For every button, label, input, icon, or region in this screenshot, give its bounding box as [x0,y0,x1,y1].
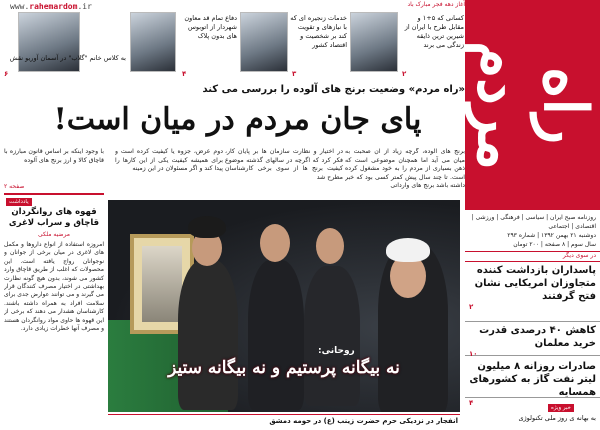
teaser-text: به کلاس خانم "گلاب" در آسمان آوریو نقش [9,54,126,62]
teaser-page-number: ۴ [182,70,187,78]
teaser-photo [240,12,288,72]
teaser-story[interactable] [130,12,238,80]
teaser-page-number: ۳ [292,70,297,78]
briefs-header: در سوی دیگر [465,252,600,262]
teaser-story[interactable] [350,12,465,80]
headline-kicker: «راه مردم» وضعیت برنج های آلوده را بررسی می کند [202,84,465,95]
teaser-text: کسانی که ۵+۱ و مقابل طرح با ایران از شیرین ترین ذایقه زندگی می برند [404,14,464,49]
url-prefix: www. [10,2,30,11]
continue-label: صفحه ۲ [4,183,25,190]
url-suffix: .ir [77,2,92,11]
person-figure [304,266,360,406]
teaser-photo [18,12,80,72]
strip-note: آغاز دهه فجر مبارک باد [407,1,465,8]
article-column: دوم عرض، جزوه یا کیفیت کرده است و برای همیشه کیفیت یکی از این کارها را پیدا کند و اگر مسئولان در این زمینه [115,148,223,173]
teaser-photo [350,12,398,72]
person-face [316,228,344,264]
brief-item[interactable] [465,360,600,407]
masthead-title: راه مردم [464,41,600,171]
person-figure [178,260,238,410]
meta-line: دوشنبه ۲۱ بهمن ۱۳۹۲ | شماره ۲۹۳ [507,232,596,239]
teaser-text: دفاع تمام قد معاون شهردار از اتوبوس های بدون پلاک [184,14,237,40]
teaser-text: خدمات زنجیره ای که با نیازهای و تقویت کند بر شخصیت و اقتصاد کشور [290,14,347,49]
brief-title: پاسداران بازداشت کننده متجاوزان امریکایی نشان فتح گرفتند [474,265,596,302]
article-column: برنج های آلوده، گرچه زیاد از آن صحبت به میان می آید اما همچنان موضوعی است که ذهن بسیاری از مردم را به خود مشغول کرده است. تا چند سال پیش کمتر کسی بود که خبر داشته باشد برنج های وارداتی [345,148,465,190]
main-photo[interactable] [108,200,460,412]
meta-line: روزنامه صبح ایران | سیاسی | فرهنگی | ورزشی | اقتصادی | اجتماعی [471,214,596,230]
person-face [260,224,290,262]
brief-page-number: ۲ [469,303,474,311]
photo-caption-speaker: روحانی: [318,346,355,356]
site-url[interactable] [10,2,92,11]
teaser-story[interactable] [0,12,128,80]
url-brand: rahemardom [29,2,78,11]
main-headline[interactable]: پای جان مردم در میان است! [53,102,422,137]
article-column: با وجود اینکه بر اساس قانون مبارزه با قاچاق کالا و ارز برنج های آلوده [4,148,104,164]
photo-caption-quote: نه بیگانه پرستیم و نه بیگانه ستیز [168,358,400,378]
teaser-page-number: ۶ [4,70,9,78]
masthead [465,0,600,210]
side-story[interactable] [4,193,104,430]
masthead-meta [465,210,600,252]
side-story-tag: یادداشت [6,198,32,206]
brief-page-number: ۴ [469,399,474,407]
brief-item[interactable] [465,324,600,356]
brief-item[interactable] [465,264,600,322]
brief-page-number: ۱۰ [469,350,478,358]
brief-title: کاهش ۴۰ درصدی قدرت خرید معلمان [479,325,596,349]
top-strip [0,0,465,10]
brief-title: صادرات روزانه ۸ میلیون لیتر نفت گاز به کشورهای همسایه [469,361,596,398]
side-story-body: امروزه استفاده از انواع داروها و مکمل های لاغری در میان برخی از جوانان و نوجوانان رواج یافته است. این محصولات که اغلب از طریق قاچاق وارد کشور می شوند، بدون هیچ گونه نظارت بهداشتی در اختیار مصرف کنندگان قرار می گیرند و می توانند عوارض جدی برای سلامت افراد به همراه داشته باشند. کارشناسان هشدار می دهند که برخی از این قهوه ها حاوی مواد روانگردان هستند و مصرف آنها خطرات زیادی دارد. [4,241,104,333]
bottom-headline[interactable]: انفجار در نزدیکی حرم حضرت زینب (ع) در حومه دمشق [108,414,460,430]
turban [188,216,226,238]
turban [386,238,430,262]
brief-tag: خبر ویژه [548,404,574,412]
teaser-story[interactable] [240,12,348,80]
side-story-byline: مرضیه ملکی [37,231,71,238]
meta-line: سال سوم | ۸ صفحه | ۲۰۰ تومان [513,241,596,248]
teaser-page-number: ۲ [402,70,407,78]
teaser-photo [130,12,176,72]
portrait-image [142,246,182,322]
side-story-title: قهوه های روانگردان قاچاق و سراب لاغری [8,207,100,228]
brief-last[interactable]: به بهانه ی روز ملی تکنولوژی [518,414,596,422]
person-figure [248,260,304,410]
article-column: در اختیار و نظارت سازمان ها بر پایان کار، فکر کرد که اگرچه در سالهای گذشته موضوع کیفیت برنج ها از سوی برخی کارشناسان مطرح شد [225,148,343,181]
